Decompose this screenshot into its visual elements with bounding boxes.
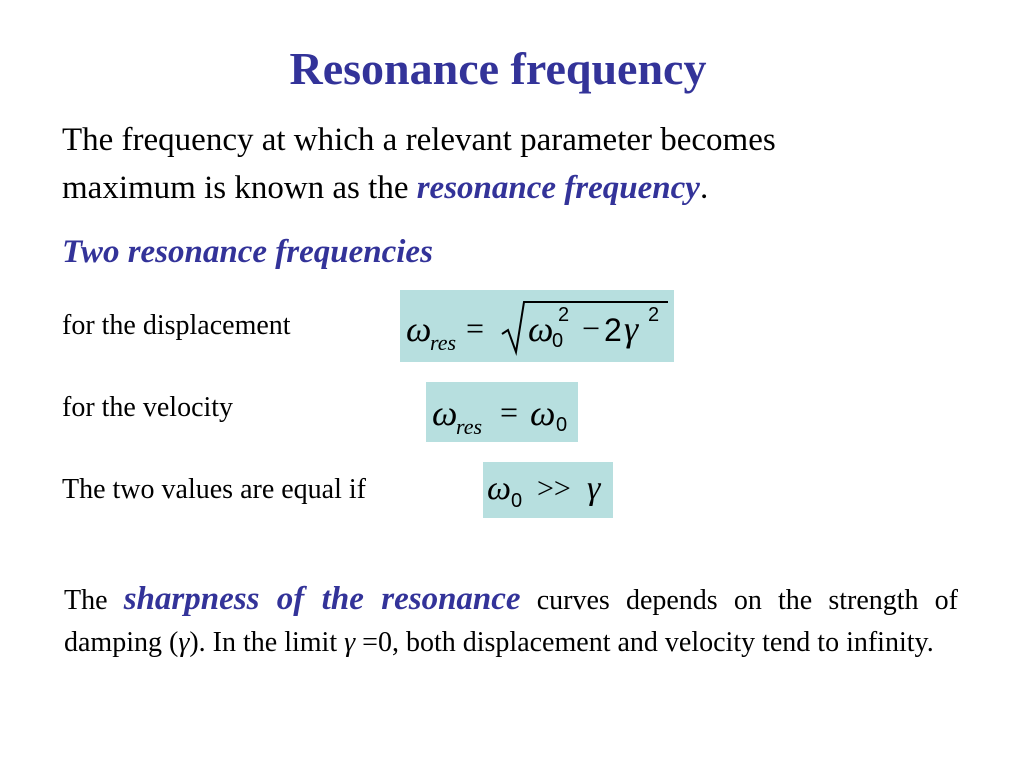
equals-sign: = — [500, 394, 519, 430]
res-subscript: res — [456, 414, 483, 439]
intro-period: . — [699, 170, 709, 206]
zero-subscript: 0 — [511, 490, 523, 512]
intro-line-2 — [62, 164, 954, 212]
omega-zero-symbol: ω — [530, 393, 556, 433]
omega-zero-symbol: ω — [528, 309, 554, 349]
gamma-symbol: γ — [344, 627, 356, 658]
closing-mid-1: curves depends on the strength of damping ( — [64, 585, 958, 658]
omega-zero-symbol: ω — [487, 470, 512, 507]
closing-post: , both displacement and velocity tend to infinity. — [391, 627, 934, 658]
zero-subscript: 0 — [552, 330, 564, 352]
displacement-label: for the displacement — [62, 310, 291, 341]
velocity-label: for the velocity — [62, 392, 234, 423]
gamma-symbol: γ — [624, 309, 639, 349]
equals-sign: = — [466, 310, 485, 346]
limit-value: =0 — [355, 627, 392, 658]
res-subscript: res — [430, 330, 457, 355]
subheading: Two resonance frequencies — [62, 234, 433, 270]
gamma-symbol: γ — [178, 627, 190, 658]
intro-paragraph — [62, 116, 954, 212]
condition-formula — [483, 462, 613, 518]
sharpness-paragraph — [64, 578, 958, 664]
coefficient-two: 2 — [604, 312, 622, 348]
square-superscript: 2 — [558, 304, 570, 326]
sharpness-term: sharpness of the resonance — [123, 581, 521, 617]
much-greater-sign: >> — [537, 472, 571, 505]
closing-mid-2: ). In the limit — [189, 627, 345, 658]
intro-line-2-text: maximum is known as the — [62, 170, 417, 206]
zero-subscript: 0 — [556, 414, 568, 436]
displacement-formula — [400, 290, 674, 362]
condition-label: The two values are equal if — [62, 474, 366, 505]
intro-line-1: The frequency at which a relevant parameter becomes — [62, 122, 776, 158]
gamma-square-superscript: 2 — [648, 304, 660, 326]
minus-sign: − — [582, 310, 601, 346]
omega-symbol: ω — [406, 309, 432, 349]
resonance-frequency-term: resonance frequency — [416, 170, 700, 206]
gamma-symbol: γ — [587, 470, 601, 507]
closing-pre: The — [64, 585, 124, 616]
slide-title: Resonance frequency — [289, 43, 707, 94]
omega-symbol: ω — [432, 393, 458, 433]
velocity-formula — [426, 382, 578, 442]
